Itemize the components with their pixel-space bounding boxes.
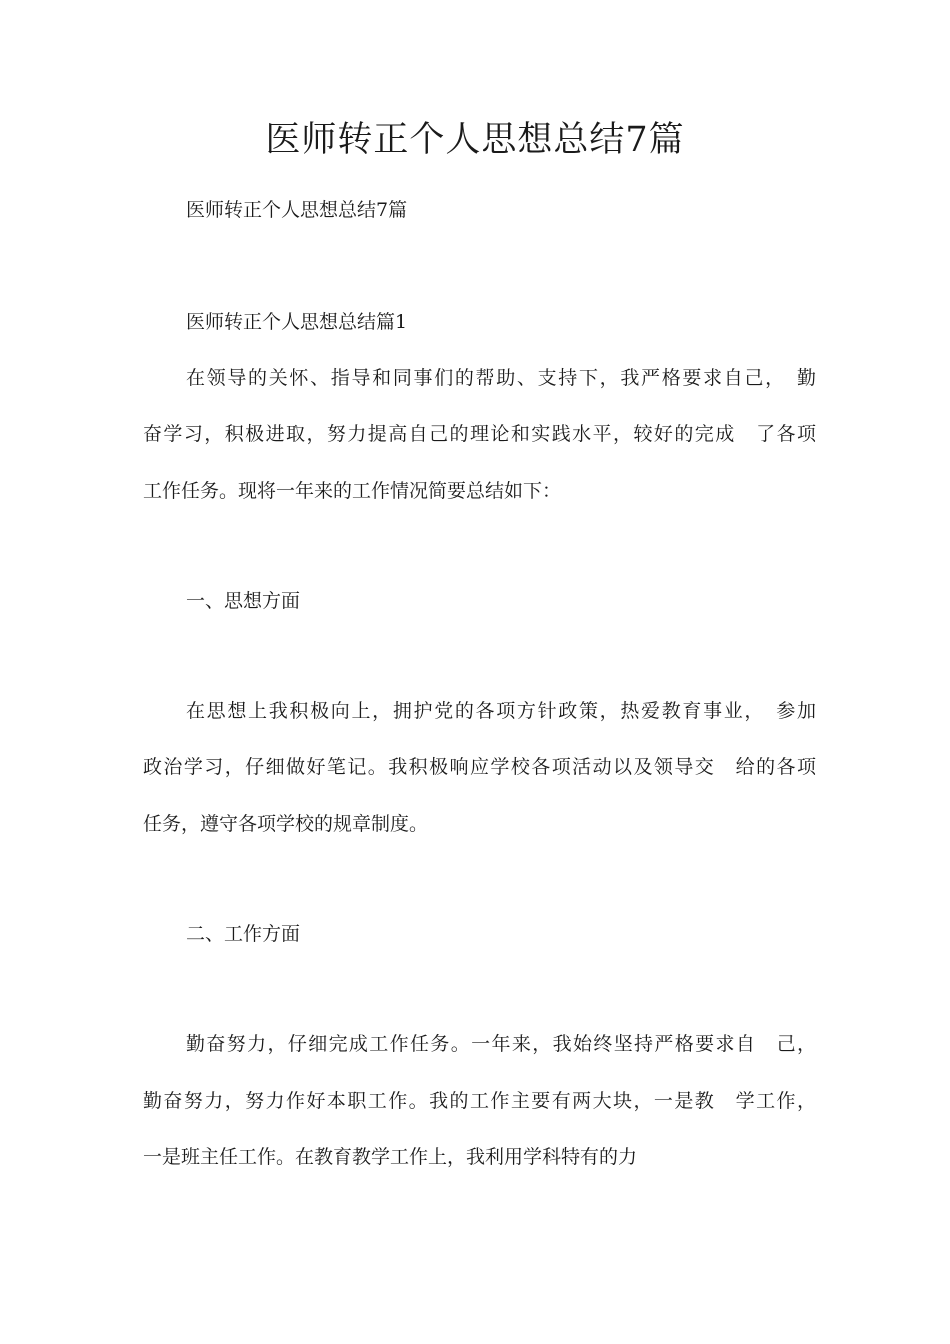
intro-line-3: 工作任务。现将一年来的工作情况简要总结如下： xyxy=(143,480,562,502)
thought-line-2: 政治学习，仔细做好笔记。我积极响应学校各项活动以及领导交 给的各项 xyxy=(143,756,816,778)
heading-work: 二、工作方面 xyxy=(186,923,301,945)
document-subtitle: 医师转正个人思想总结7篇 xyxy=(186,199,408,221)
work-line-2: 勤奋努力，努力作好本职工作。我的工作主要有两大块，一是教 学工作， xyxy=(143,1090,816,1112)
thought-line-1: 在思想上我积极向上，拥护党的各项方针政策，热爱教育事业， 参加 xyxy=(186,700,816,722)
work-line-1: 勤奋努力，仔细完成工作任务。一年来，我始终坚持严格要求自 己， xyxy=(186,1033,816,1055)
work-line-3: 一是班主任工作。在教育教学工作上，我利用学科特有的力 xyxy=(143,1146,638,1168)
intro-line-2: 奋学习，积极进取，努力提高自己的理论和实践水平，较好的完成 了各项 xyxy=(143,423,816,445)
section-heading: 医师转正个人思想总结篇1 xyxy=(186,311,408,333)
thought-line-3: 任务，遵守各项学校的规章制度。 xyxy=(143,813,429,835)
intro-line-1: 在领导的关怀、指导和同事们的帮助、支持下，我严格要求自己， 勤 xyxy=(186,367,816,389)
heading-thought: 一、思想方面 xyxy=(186,590,301,612)
document-title: 医师转正个人思想总结7篇 xyxy=(265,120,685,160)
